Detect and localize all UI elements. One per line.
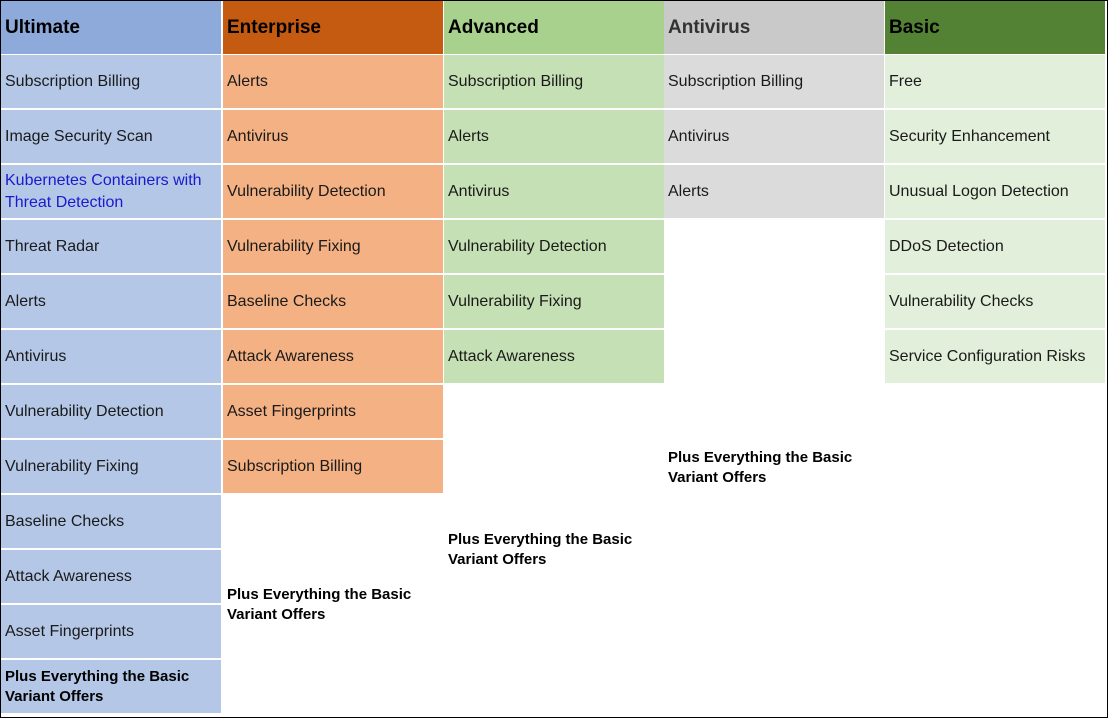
advanced-item: Alerts xyxy=(444,110,664,165)
enterprise-item: Subscription Billing xyxy=(223,440,443,495)
basic-item: DDoS Detection xyxy=(885,220,1105,275)
enterprise-item: Attack Awareness xyxy=(223,330,443,385)
ultimate-item: Antivirus xyxy=(1,330,221,385)
basic-item: Unusual Logon Detection xyxy=(885,165,1105,220)
antivirus-item: Antivirus xyxy=(664,110,884,165)
header-enterprise: Enterprise xyxy=(223,1,443,55)
ultimate-item: Subscription Billing xyxy=(1,55,221,110)
antivirus-item: Subscription Billing xyxy=(664,55,884,110)
ultimate-item: Image Security Scan xyxy=(1,110,221,165)
enterprise-item: Alerts xyxy=(223,55,443,110)
ultimate-item: Threat Radar xyxy=(1,220,221,275)
antivirus-footer-note: Plus Everything the Basic Variant Offers xyxy=(668,449,853,486)
basic-item: Security Enhancement xyxy=(885,110,1105,165)
column-enterprise xyxy=(223,1,443,495)
column-antivirus xyxy=(664,1,884,220)
ultimate-item: Attack Awareness xyxy=(1,550,221,605)
ultimate-item: Asset Fingerprints xyxy=(1,605,221,660)
advanced-item: Attack Awareness xyxy=(444,330,664,385)
advanced-item: Antivirus xyxy=(444,165,664,220)
ultimate-item: Vulnerability Detection xyxy=(1,385,221,440)
ultimate-footer-note: Plus Everything the Basic Variant Offers xyxy=(1,660,221,715)
basic-item: Vulnerability Checks xyxy=(885,275,1105,330)
enterprise-item: Asset Fingerprints xyxy=(223,385,443,440)
column-advanced xyxy=(444,1,664,385)
ultimate-item: Baseline Checks xyxy=(1,495,221,550)
ultimate-item: Vulnerability Fixing xyxy=(1,440,221,495)
header-advanced: Advanced xyxy=(444,1,664,55)
ultimate-item-link[interactable]: Kubernetes Containers with Threat Detection xyxy=(1,165,221,220)
advanced-item: Vulnerability Fixing xyxy=(444,275,664,330)
enterprise-footer-note: Plus Everything the Basic Variant Offers xyxy=(227,586,412,623)
column-basic xyxy=(885,1,1105,385)
header-basic: Basic xyxy=(885,1,1105,55)
enterprise-item: Vulnerability Detection xyxy=(223,165,443,220)
antivirus-item: Alerts xyxy=(664,165,884,220)
enterprise-item: Baseline Checks xyxy=(223,275,443,330)
enterprise-item: Antivirus xyxy=(223,110,443,165)
advanced-item: Vulnerability Detection xyxy=(444,220,664,275)
advanced-footer-note: Plus Everything the Basic Variant Offers xyxy=(448,531,633,568)
header-ultimate: Ultimate xyxy=(1,1,221,55)
ultimate-item: Alerts xyxy=(1,275,221,330)
advanced-item: Subscription Billing xyxy=(444,55,664,110)
basic-item: Service Configuration Risks xyxy=(885,330,1105,385)
basic-item: Free xyxy=(885,55,1105,110)
column-ultimate xyxy=(1,1,221,715)
enterprise-item: Vulnerability Fixing xyxy=(223,220,443,275)
header-antivirus: Antivirus xyxy=(664,1,884,55)
